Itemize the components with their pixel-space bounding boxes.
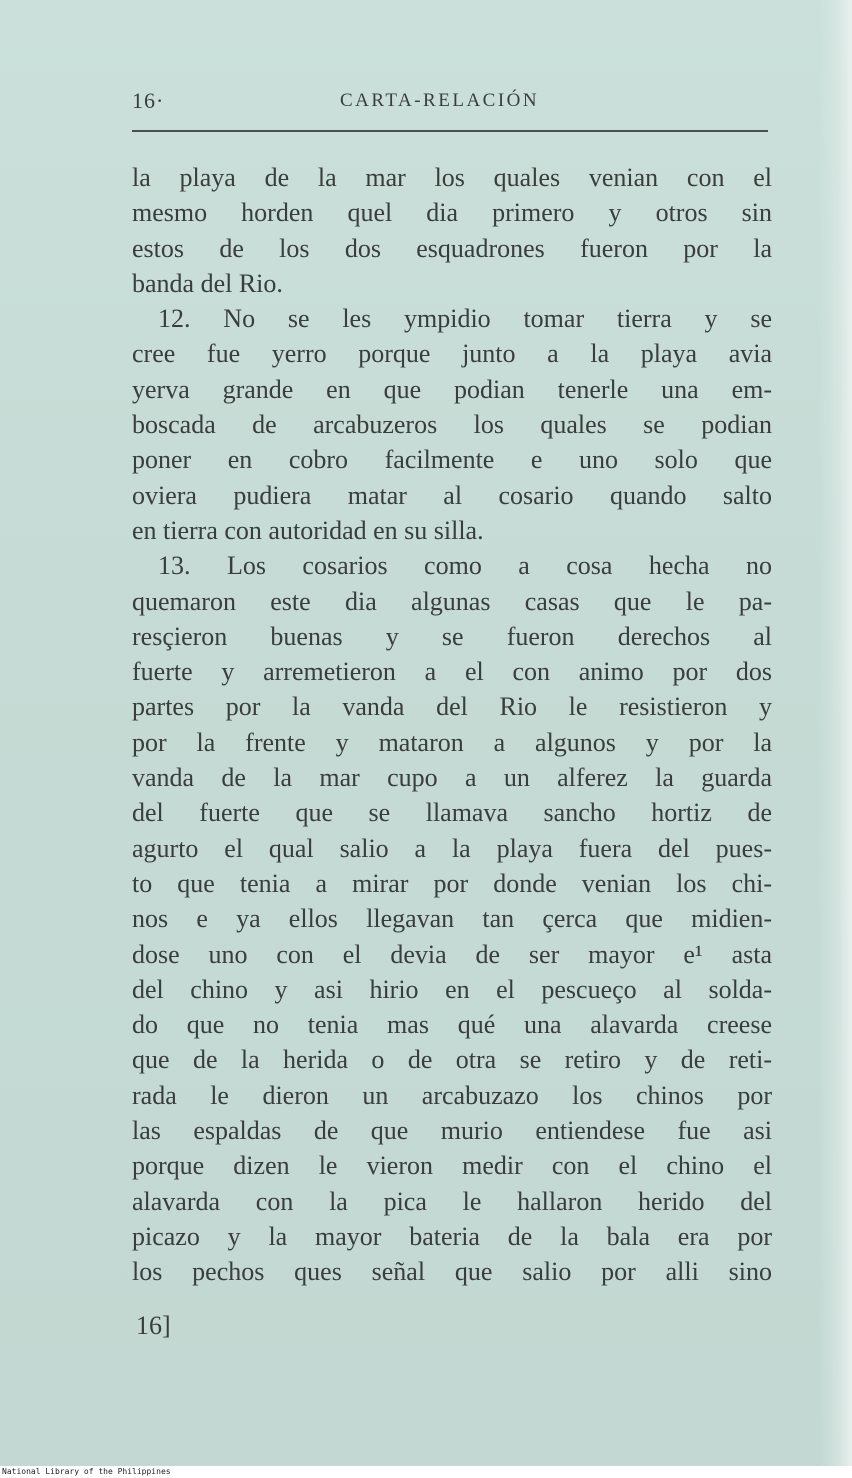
- text-line: por la frente y mataron a algunos y por la: [132, 727, 772, 757]
- text-line: picazo y la mayor bateria de la bala era por: [132, 1221, 772, 1251]
- text-line: resçieron buenas y se fueron derechos al: [132, 621, 772, 651]
- text-line: las espaldas de que murio entiendese fue asi: [132, 1116, 772, 1146]
- text-line: del chino y asi hirio en el pescueço al solda-: [132, 974, 772, 1004]
- text-line: que de la herida o de otra se retiro y de reti-: [132, 1045, 772, 1075]
- text-line: cree fue yerro porque junto a la playa avia: [132, 339, 772, 369]
- header-rule: [132, 130, 768, 132]
- body-text: [132, 160, 772, 1290]
- text-line: vanda de la mar cupo a un alferez la guarda: [132, 763, 772, 793]
- text-line: yerva grande en que podian tenerle una em-: [132, 374, 772, 404]
- page-header: [132, 88, 768, 122]
- text-line: banda del Rio.: [132, 268, 283, 298]
- text-line: quemaron este dia algunas casas que le pa-: [132, 586, 772, 616]
- text-line: del fuerte que se llamava sancho hortiz de: [132, 798, 772, 828]
- text-line: en tierra con autoridad en su silla.: [132, 515, 484, 545]
- text-line: do que no tenia mas qué una alavarda creese: [132, 1010, 772, 1040]
- text-line: fuerte y arremetieron a el con animo por dos: [132, 657, 772, 687]
- text-line: mesmo horden quel dia primero y otros sin: [132, 198, 772, 228]
- text-line: to que tenia a mirar por donde venian los chi-: [132, 868, 772, 898]
- text-line: porque dizen le vieron medir con el chino el: [132, 1151, 772, 1181]
- signature-mark: 16]: [136, 1311, 171, 1340]
- text-line: dose uno con el devia de ser mayor e¹ asta: [132, 939, 772, 969]
- text-line: agurto el qual salio a la playa fuera del pues-: [132, 833, 772, 863]
- text-line: oviera pudiera matar al cosario quando salto: [132, 480, 772, 510]
- text-line: la playa de la mar los quales venian con el: [132, 163, 772, 192]
- text-line: alavarda con la pica le hallaron herido del: [132, 1186, 772, 1216]
- text-line: estos de los dos esquadrones fueron por la: [132, 233, 772, 263]
- text-line: poner en cobro facilmente e uno solo que: [132, 445, 772, 475]
- text-line: nos e ya ellos llegavan tan çerca que midien-: [132, 904, 772, 934]
- page-number: 16·: [132, 88, 165, 113]
- text-line: los pechos ques señal que salio por alli sino: [132, 1257, 772, 1287]
- text-line: partes por la vanda del Rio le resistieron y: [132, 692, 772, 722]
- text-line: 12. No se les ympidio tomar tierra y se: [158, 304, 772, 334]
- page-edge-shadow: [818, 0, 852, 1466]
- footer-credit: National Library of the Philippines: [2, 1467, 171, 1476]
- text-line: 13. Los cosarios como a cosa hecha no: [158, 551, 772, 581]
- running-title: CARTA-RELACIÓN: [340, 90, 540, 111]
- text-line: boscada de arcabuzeros los quales se podian: [132, 410, 772, 440]
- text-line: rada le dieron un arcabuzazo los chinos por: [132, 1080, 772, 1110]
